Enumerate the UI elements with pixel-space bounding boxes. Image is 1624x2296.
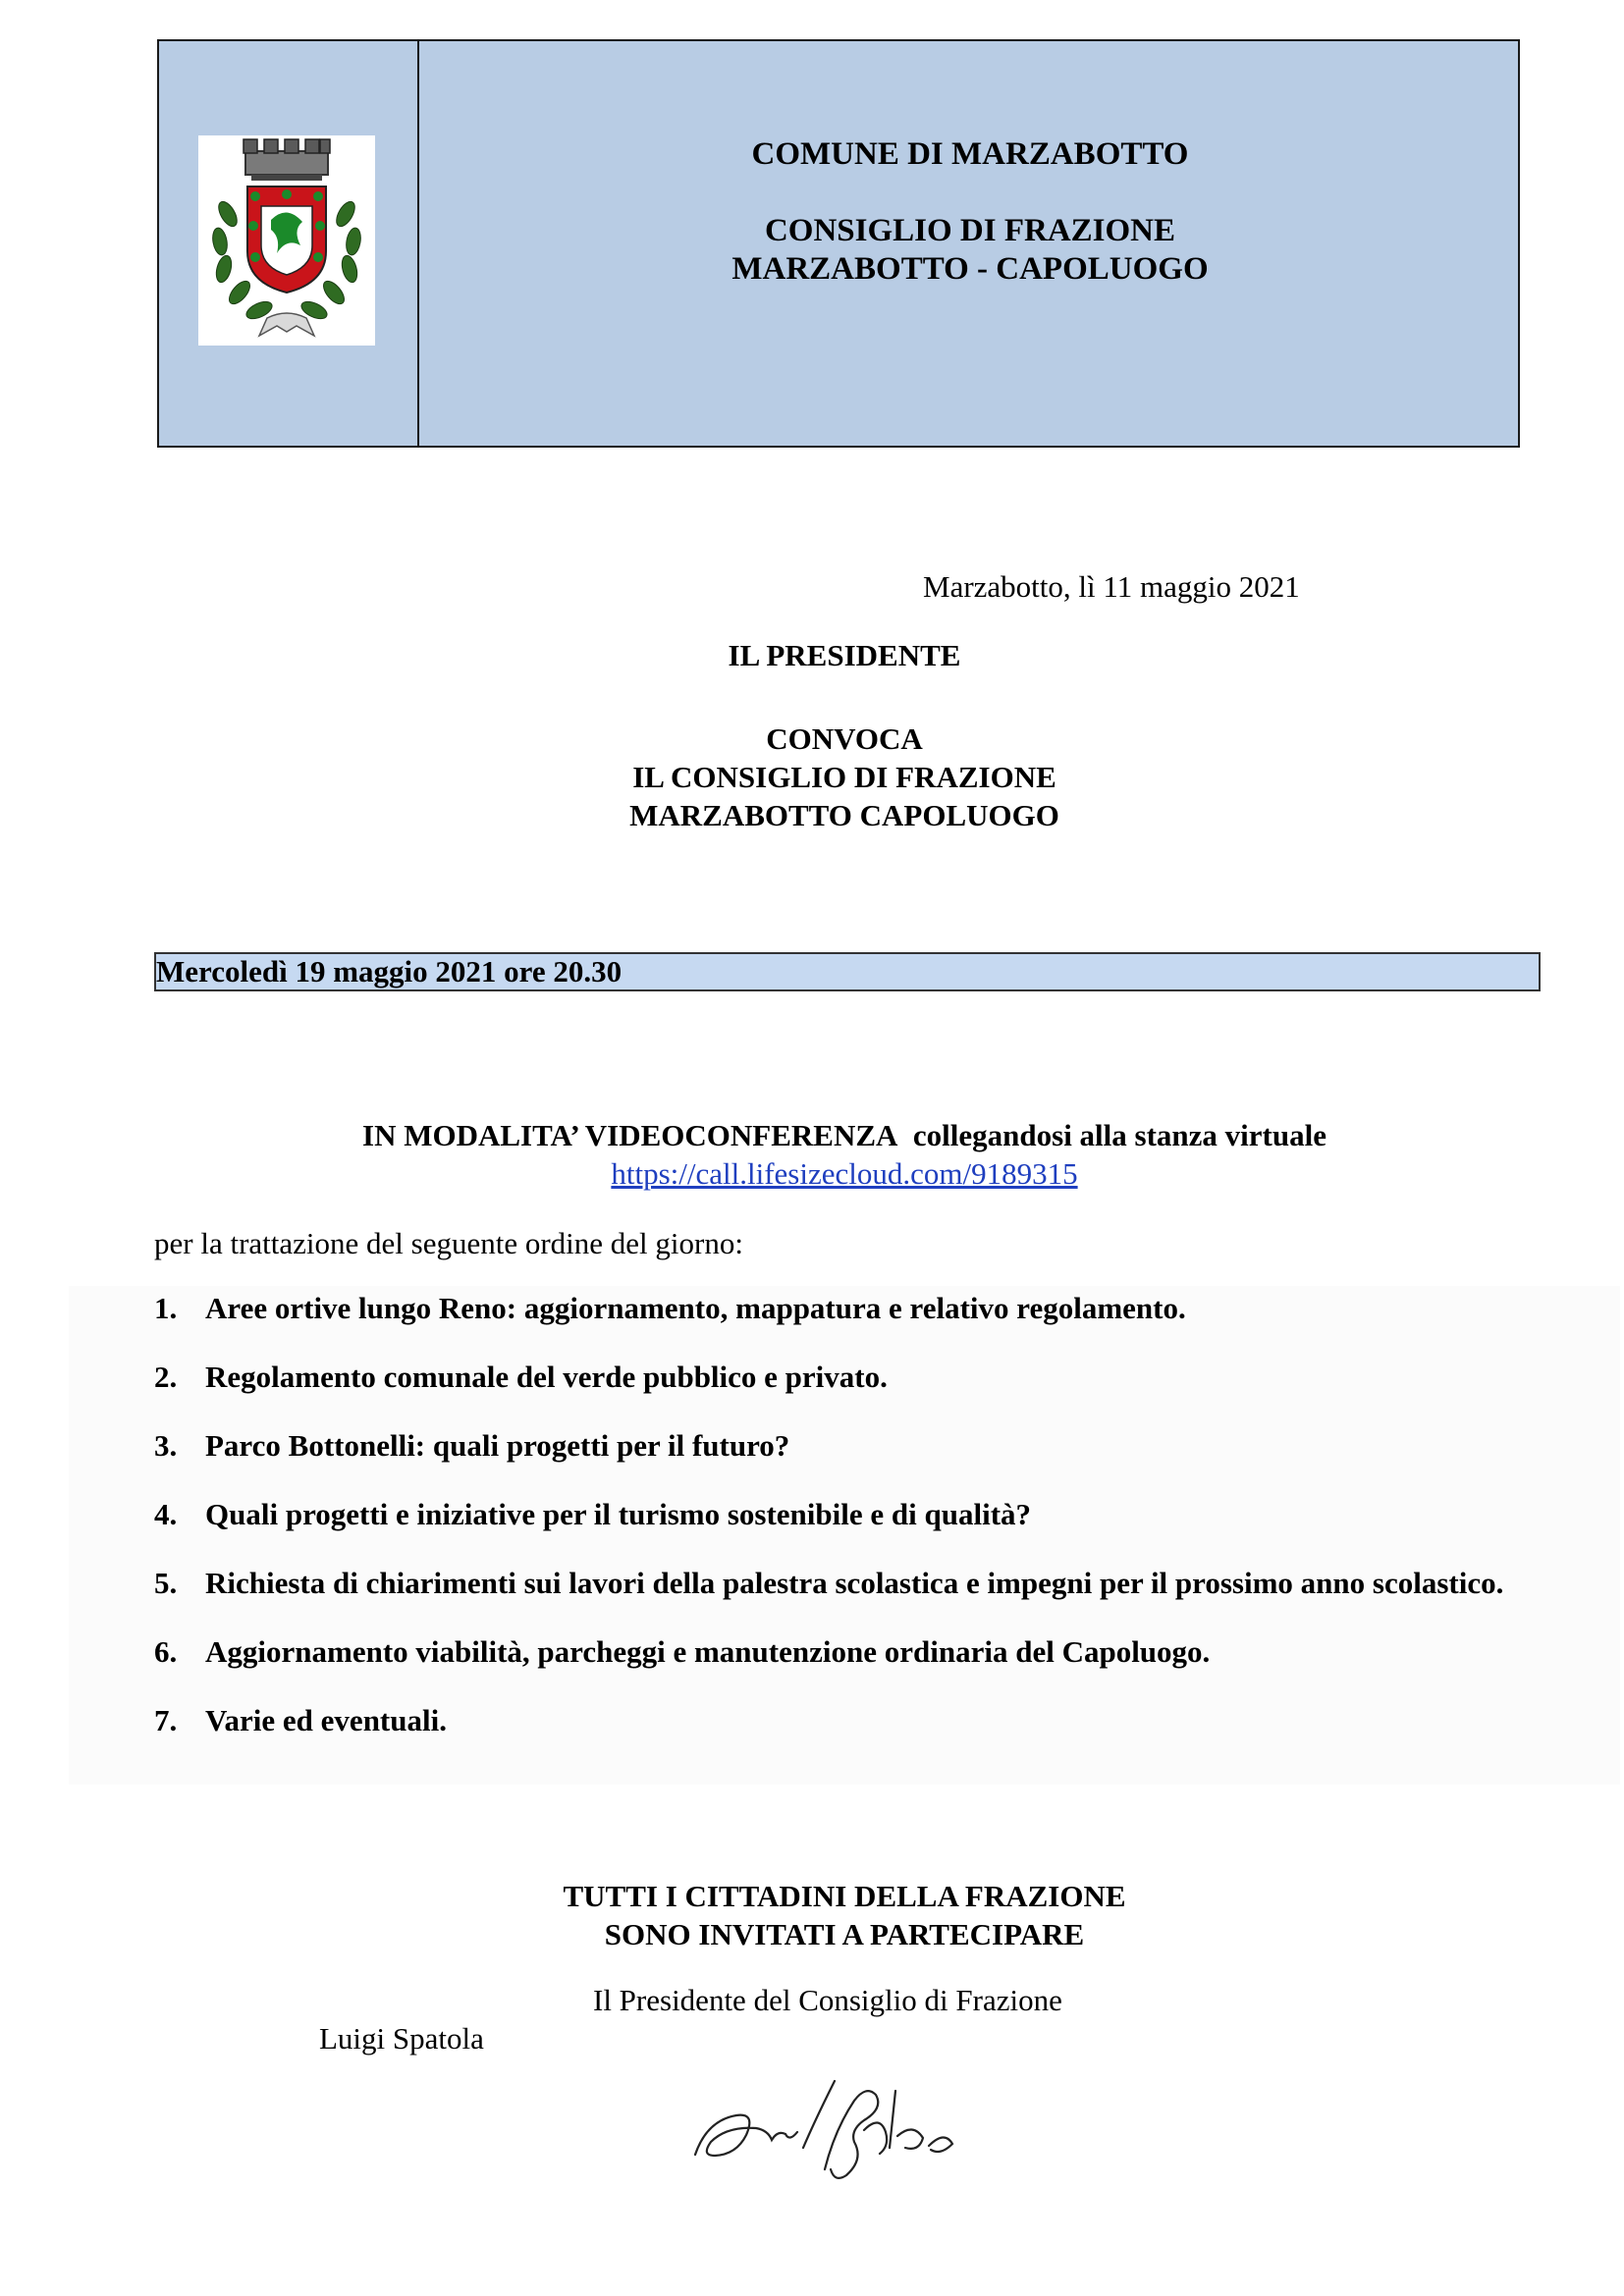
signature-name: Luigi Spatola: [319, 2021, 484, 2056]
videoconference-block: [157, 1116, 1532, 1193]
header-divider: [417, 41, 419, 446]
convoca-block: [511, 720, 1178, 834]
convoca-line-2: IL CONSIGLIO DI FRAZIONE: [632, 760, 1056, 794]
agenda-item: 4. Quali progetti e iniziative per il turismo sostenibile e di qualità?: [154, 1497, 1032, 1531]
header-line-frazione: MARZABOTTO - CAPOLUOGO: [731, 251, 1209, 287]
invite-line-1: TUTTI I CITTADINI DELLA FRAZIONE: [563, 1879, 1126, 1913]
agenda-item: 5. Richiesta di chiarimenti sui lavori della palestra scolastica e impegni per il prossimo anno scolastico.: [154, 1566, 1504, 1600]
header-box: [157, 39, 1520, 448]
agenda-item: 1. Aree ortive lungo Reno: aggiornamento, mappatura e relativo regolamento.: [154, 1291, 1186, 1325]
agenda-item: 2. Regolamento comunale del verde pubblico e privato.: [154, 1360, 888, 1394]
convoca-line-1: CONVOCA: [766, 721, 923, 756]
agenda-list: [154, 1290, 1529, 1771]
invite-block: [452, 1877, 1237, 1953]
invite-line-2: SONO INVITATI A PARTECIPARE: [604, 1917, 1085, 1951]
convoca-line-3: MARZABOTTO CAPOLUOGO: [629, 798, 1059, 832]
mode-label: IN MODALITA’ VIDEOCONFERENZA: [362, 1118, 898, 1152]
coat-of-arms-icon: [198, 135, 375, 346]
header-line-comune: COMUNE DI MARZABOTTO: [751, 136, 1189, 172]
handwritten-signature: [687, 2061, 982, 2189]
header-title: [420, 135, 1520, 289]
president-heading: IL PRESIDENTE: [728, 638, 961, 672]
header-line-consiglio: CONSIGLIO DI FRAZIONE: [764, 213, 1176, 248]
agenda-item: 7. Varie ed eventuali.: [154, 1703, 447, 1737]
agenda-item: 3. Parco Bottonelli: quali progetti per il futuro?: [154, 1428, 790, 1463]
meeting-link[interactable]: https://call.lifesizecloud.com/9189315: [611, 1156, 1078, 1191]
signature-role: Il Presidente del Consiglio di Frazione: [593, 1983, 1062, 2017]
date-line: Marzabotto, lì 11 maggio 2021: [923, 569, 1300, 604]
mode-rest: collegandosi alla stanza virtuale: [912, 1118, 1326, 1152]
agenda-intro: per la trattazione del seguente ordine del giorno:: [154, 1226, 743, 1260]
agenda-item: 6. Aggiornamento viabilità, parcheggi e manutenzione ordinaria del Capoluogo.: [154, 1634, 1211, 1669]
meeting-time: Mercoledì 19 maggio 2021 ore 20.30: [154, 952, 1541, 991]
